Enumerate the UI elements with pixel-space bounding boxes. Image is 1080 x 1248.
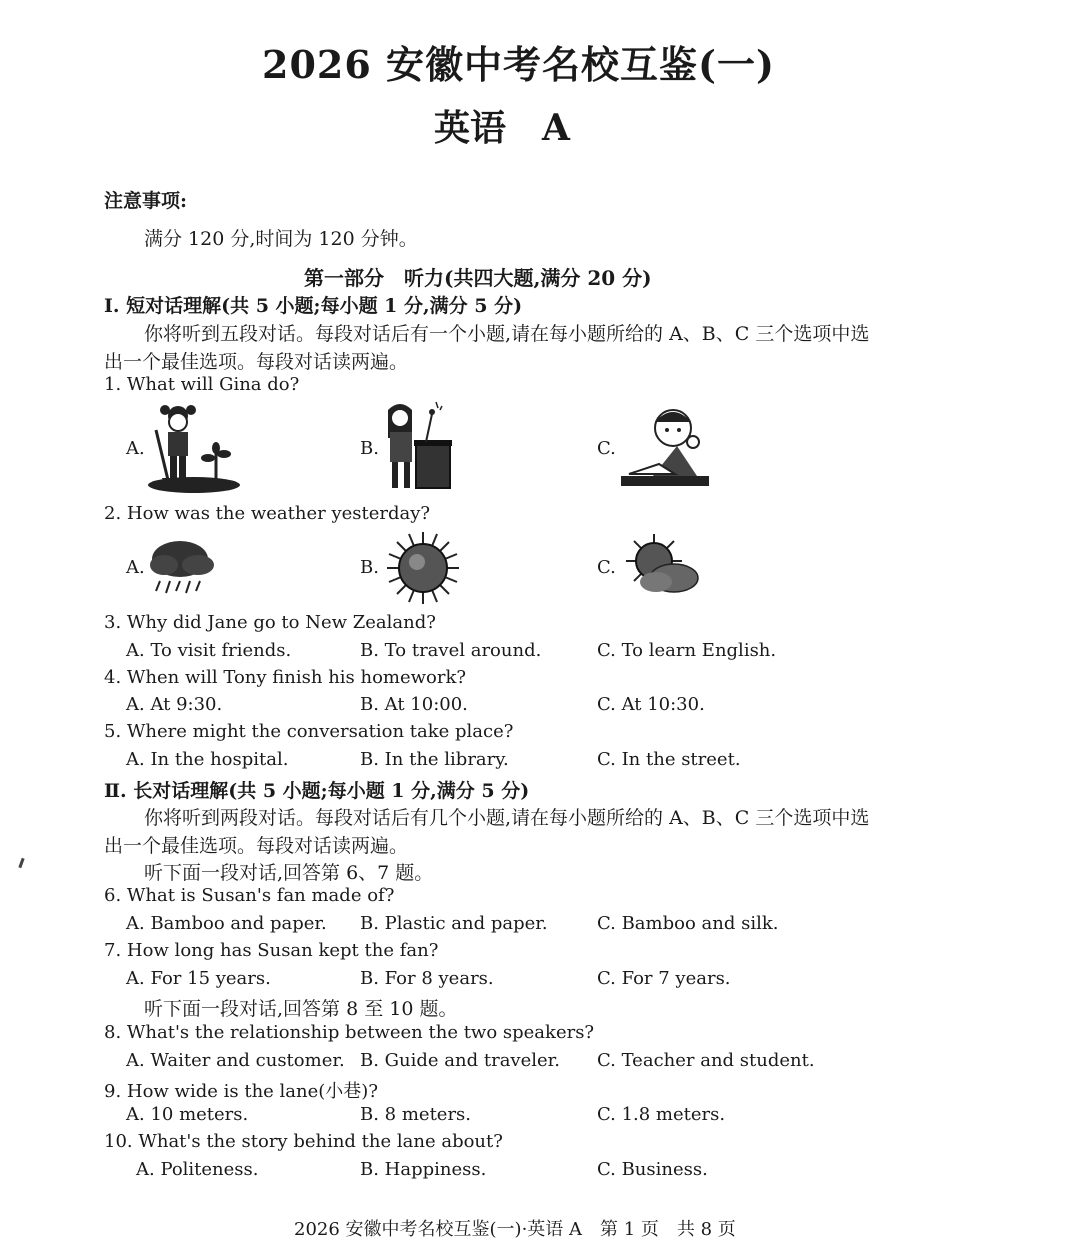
q7-stem: 7. How long has Susan kept the fan? bbox=[104, 940, 439, 961]
q1-stem: 1. What will Gina do? bbox=[104, 374, 300, 395]
q6-option-c: C. Bamboo and silk. bbox=[597, 913, 779, 934]
section1-heading: Ⅰ. 短对话理解(共 5 小题;每小题 1 分,满分 5 分) bbox=[104, 295, 523, 317]
section2-instruction-line1: 你将听到两段对话。每段对话后有几个小题,请在每小题所给的 A、B、C 三个选项中选 bbox=[144, 807, 870, 829]
notice-text: 满分 120 分,时间为 120 分钟。 bbox=[144, 228, 418, 250]
q7-option-c: C. For 7 years. bbox=[597, 968, 731, 989]
section2-instruction-line2: 出一个最佳选项。每段对话读两遍。 bbox=[104, 835, 409, 857]
q3-option-b: B. To travel around. bbox=[360, 640, 542, 661]
q3-option-a: A. To visit friends. bbox=[126, 640, 292, 661]
section2-sub-instruction-2: 听下面一段对话,回答第 8 至 10 题。 bbox=[144, 998, 458, 1020]
q7-option-a: A. For 15 years. bbox=[126, 968, 271, 989]
girl-planting-tree-icon bbox=[146, 400, 246, 495]
q4-option-b: B. At 10:00. bbox=[360, 694, 468, 715]
q2-option-b-label: B. bbox=[360, 557, 379, 578]
q3-option-c: C. To learn English. bbox=[597, 640, 777, 661]
q6-option-a: A. Bamboo and paper. bbox=[126, 913, 327, 934]
q2-option-c-label: C. bbox=[597, 557, 616, 578]
section2-sub-instruction-1: 听下面一段对话,回答第 6、7 题。 bbox=[144, 862, 434, 884]
q5-stem: 5. Where might the conversation take place? bbox=[104, 721, 514, 742]
q9-option-b: B. 8 meters. bbox=[360, 1104, 472, 1125]
notice-label: 注意事项: bbox=[104, 190, 188, 212]
q9-option-a: A. 10 meters. bbox=[126, 1104, 249, 1125]
q1-option-c-label: C. bbox=[597, 438, 616, 459]
section2-heading: Ⅱ. 长对话理解(共 5 小题;每小题 1 分,满分 5 分) bbox=[104, 780, 530, 802]
q4-stem: 4. When will Tony finish his homework? bbox=[104, 667, 467, 688]
q8-option-b: B. Guide and traveler. bbox=[360, 1050, 561, 1071]
q8-option-c: C. Teacher and student. bbox=[597, 1050, 815, 1071]
q7-option-b: B. For 8 years. bbox=[360, 968, 494, 989]
girl-giving-speech-icon bbox=[380, 398, 455, 493]
sun-icon bbox=[383, 530, 463, 606]
exam-subtitle: 英语 A bbox=[434, 107, 570, 149]
q10-stem: 10. What's the story behind the lane about? bbox=[104, 1131, 503, 1152]
q5-option-a: A. In the hospital. bbox=[126, 749, 289, 770]
q2-stem: 2. How was the weather yesterday? bbox=[104, 503, 431, 524]
rainy-cloud-icon bbox=[146, 535, 218, 597]
q5-option-c: C. In the street. bbox=[597, 749, 741, 770]
exam-title: 2026 安徽中考名校互鉴(一) bbox=[262, 42, 775, 87]
q6-option-b: B. Plastic and paper. bbox=[360, 913, 548, 934]
q6-stem: 6. What is Susan's fan made of? bbox=[104, 885, 395, 906]
q5-option-b: B. In the library. bbox=[360, 749, 509, 770]
partly-cloudy-icon bbox=[618, 532, 702, 600]
q9-stem: 9. How wide is the lane(小巷)? bbox=[104, 1081, 378, 1102]
q8-stem: 8. What's the relationship between the two speakers? bbox=[104, 1022, 595, 1043]
q10-option-c: C. Business. bbox=[597, 1159, 708, 1180]
q10-option-b: B. Happiness. bbox=[360, 1159, 487, 1180]
page-footer: 2026 安徽中考名校互鉴(一)·英语 A 第 1 页 共 8 页 bbox=[294, 1219, 736, 1240]
q10-option-a: A. Politeness. bbox=[136, 1159, 259, 1180]
q1-option-b-label: B. bbox=[360, 438, 379, 459]
q8-option-a: A. Waiter and customer. bbox=[126, 1050, 345, 1071]
q1-option-a-label: A. bbox=[126, 438, 145, 459]
q3-stem: 3. Why did Jane go to New Zealand? bbox=[104, 612, 436, 633]
part1-heading: 第一部分 听力(共四大题,满分 20 分) bbox=[304, 266, 652, 290]
scan-mark bbox=[18, 858, 24, 868]
q9-option-c: C. 1.8 meters. bbox=[597, 1104, 726, 1125]
boy-reading-book-icon bbox=[615, 402, 713, 490]
section1-instruction-line2: 出一个最佳选项。每段对话读两遍。 bbox=[104, 351, 409, 373]
q4-option-a: A. At 9:30. bbox=[126, 694, 223, 715]
q4-option-c: C. At 10:30. bbox=[597, 694, 705, 715]
q2-option-a-label: A. bbox=[126, 557, 145, 578]
section1-instruction-line1: 你将听到五段对话。每段对话后有一个小题,请在每小题所给的 A、B、C 三个选项中选 bbox=[144, 323, 870, 345]
